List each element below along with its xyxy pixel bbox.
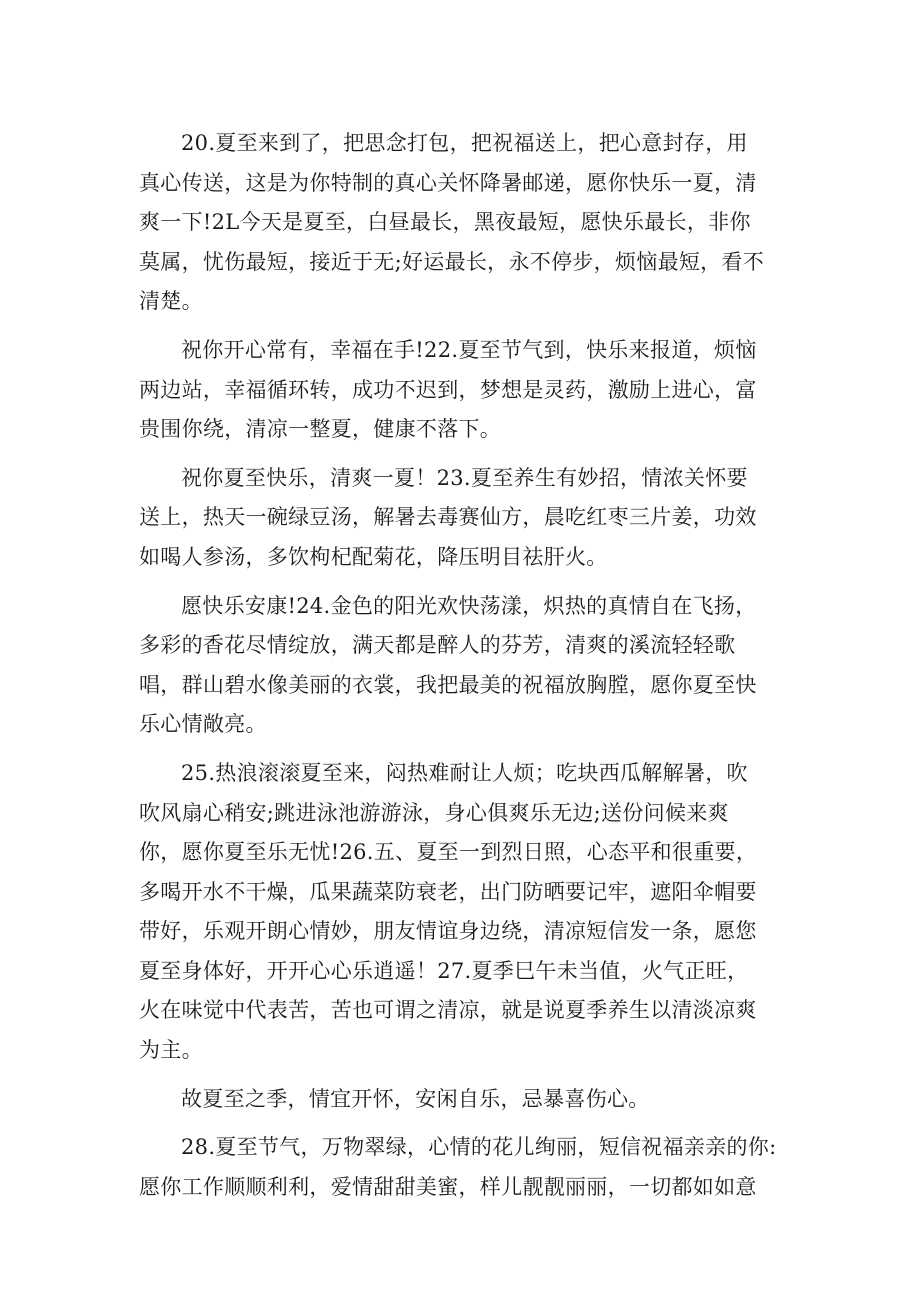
text-line: 如喝人参汤，多饮枸杞配菊花，降压明目祛肝火。 [139,544,608,569]
text-line: 贵围你绕，清凉一整夏，健康不落下。 [139,417,502,442]
text-line: 20.夏至来到了，把思念打包，把祝福送上，把心意封存，用 [181,131,748,155]
text-line: 多彩的香花尽情绽放，满天都是醉人的芬芳，清爽的溪流轻轻歌 [139,633,736,658]
text-line: 25.热浪滚滚夏至来，闷热难耐让人烦；吃块西瓜解解暑，吹 [181,760,748,785]
text-line: 多喝开水不干燥，瓜果蔬菜防衰老，出门防晒要记牢，遮阳伞帽要 [139,879,757,904]
text-line: 带好，乐观开朗心情妙，朋友情谊身边绕，清凉短信发一条，愿您 [139,919,757,944]
paragraph-28 [139,1128,781,1207]
paragraph-gap [139,1119,781,1128]
text-line: 祝你开心常有，幸福在手!22.夏至节气到，快乐来报道，烦恼 [181,337,757,362]
paragraph-24 [139,587,781,745]
text-line: 祝你夏至快乐，清爽一夏！23.夏至养生有妙招，情浓关怀要 [181,465,748,490]
text-line: 唱，群山碧水像美丽的衣裳，我把最美的祝福放胸膛，愿你夏至快 [139,672,757,697]
paragraph-23 [139,459,781,578]
paragraph-gap [139,578,781,587]
text-line: 乐心情敞亮。 [139,712,267,737]
text-line: 莫属，忧伤最短，接近于无;好运最长，永不停步，烦恼最短，看不 [139,249,765,274]
text-line: 火在味觉中代表苦，苦也可谓之清凉，就是说夏季养生以清淡凉爽 [139,998,757,1023]
text-line: 夏至身体好，开开心心乐逍遥！27.夏季巳午未当值，火气正旺， [139,958,749,983]
paragraph-20 [139,124,781,322]
text-line: 28.夏至节气，万物翠绿，心情的花儿绚丽，短信祝福亲亲的你: [181,1135,777,1160]
paragraph-25 [139,754,781,1071]
text-line: 两边站，幸福循环转，成功不迟到，梦想是灵药，激励上进心，富 [139,377,757,402]
text-line: 为主。 [139,1038,203,1063]
text-line: 故夏至之季，情宜开怀，安闲自乐，忌暴喜伤心。 [181,1086,650,1111]
text-line: 愿你工作顺顺利利，爱情甜甜美蜜，样儿靓靓丽丽，一切都如如意 [139,1174,757,1199]
text-line: 送上，热天一碗绿豆汤，解暑去毒赛仙方，晨吃红枣三片姜，功效 [139,505,757,530]
text-line: 愿快乐安康!24.金色的阳光欢快荡漾，炽热的真情自在飞扬， [181,593,757,618]
paragraph-22 [139,331,781,450]
paragraph-gap [139,1071,781,1080]
text-line: 吹风扇心稍安;跳进泳池游游泳，身心俱爽乐无边;送份问候来爽 [139,800,729,825]
text-line: 爽一下!2L今天是夏至，白昼最长，黑夜最短，愿快乐最长，非你 [139,210,751,235]
text-line: 真心传送，这是为你特制的真心关怀降暑邮递，愿你快乐一夏，清 [139,170,757,195]
paragraph-gap [139,322,781,331]
text-line: 你，愿你夏至乐无忧!26.五、夏至一到烈日照，心态平和很重要， [139,840,758,865]
paragraph-gap [139,745,781,754]
text-line: 清楚。 [139,289,203,314]
paragraph-summer-mood [139,1080,781,1120]
document-body [139,124,781,1207]
paragraph-gap [139,450,781,459]
